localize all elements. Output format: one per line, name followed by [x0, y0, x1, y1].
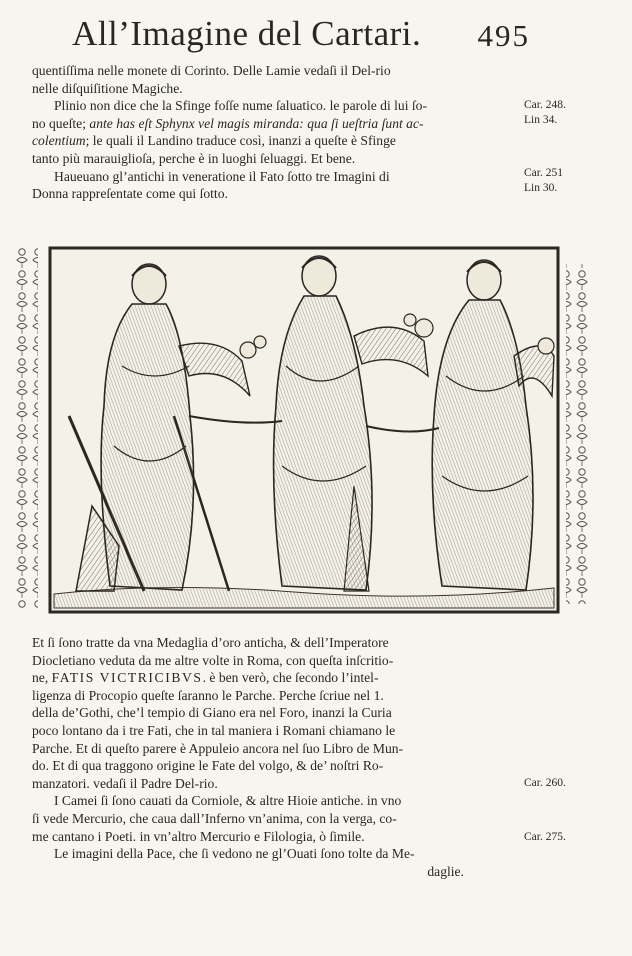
text-line — [32, 132, 504, 150]
text-line: tanto più marauiglioſa, perche è in luoghi ſeluaggi. Et bene. — [32, 150, 356, 166]
margin-note-lin: Lin 30. — [524, 182, 558, 194]
text-line: ligenza di Procopio queſte ſaranno le Parche. Perche ſcriue nel 1. — [32, 687, 384, 703]
page-number: 495 — [477, 18, 530, 53]
margin-note-car: Car. 248. — [524, 99, 566, 111]
medal-inscription: FATIS VICTRICIBVS — [51, 670, 203, 686]
text-block-bottom — [32, 634, 504, 880]
text-line: Parche. Et di queſto parere è Appuleio ancora nel ſuo Libro de Mun- — [32, 740, 404, 756]
margin-note — [524, 98, 624, 128]
text-line: nelle diſquiſitione Magiche. — [32, 80, 183, 96]
text-line: Le imagini della Pace, che ſi vedono ne gl’Ouati ſono tolte da Me- — [54, 846, 415, 862]
text-line: ſi vede Mercurio, che caua dall’Inferno vn’anima, con la verga, co- — [32, 810, 397, 826]
text-line: Donna rappreſentate come qui ſotto. — [32, 186, 228, 202]
text-line: Diocletiano veduta da me altre volte in Roma, con queſta inſcritio- — [32, 652, 394, 668]
text-line: poco lontano da i tre Fati, che in tal maniera i Romani chiamano le — [32, 722, 396, 738]
margin-note-car: Car. 251 — [524, 167, 563, 179]
text-line: Haueuano gl’antichi in veneratione il Fato ſotto tre Imagini di — [54, 168, 390, 184]
text-line: do. Et di qua traggono origine le Fate del volgo, & de’ noſtri Ro- — [32, 758, 384, 774]
margin-note-car: Car. 260. — [524, 777, 566, 789]
text-line: manzatori. vedaſi il Padre Del-rio. — [32, 775, 218, 791]
woodcut-three-fates — [14, 246, 598, 616]
text-line: quentiſſima nelle monete di Corinto. Delle Lamie vedaſi il Del-rio — [32, 63, 391, 78]
margin-note-car: Car. 275. — [524, 831, 566, 843]
text-span: no queſte; — [32, 115, 90, 131]
latin-quote: colentium — [32, 133, 86, 149]
margin-note — [524, 166, 624, 196]
text-span: ne, — [32, 670, 52, 686]
text-line: Plinio non dice che la Sfinge foſſe nume ſaluatico. le parole di lui ſo- — [54, 98, 427, 114]
running-head — [60, 12, 530, 56]
text-span: ; le quali il Landino traduce così, inanzi a queſte è Sfinge — [85, 133, 396, 149]
text-line — [32, 669, 504, 687]
text-line: Et ſi ſono tratte da vna Medaglia d’oro anticha, & dell’Imperatore — [32, 635, 389, 650]
text-line: della de’Gothi, che’l tempio di Giano era nel Foro, inanzi la Curia — [32, 705, 392, 721]
text-line — [32, 115, 504, 133]
margin-note — [524, 776, 624, 791]
margin-note — [524, 830, 624, 845]
text-span: . è ben verò, che ſecondo l’intel- — [202, 670, 379, 686]
text-line: I Camei ſi ſono cauati da Corniole, & altre Hioie antiche. in vno — [54, 793, 402, 809]
text-line: daglie. — [427, 863, 464, 879]
margin-note-lin: Lin 34. — [524, 114, 558, 126]
running-head-title: All’Imagine del Cartari. — [72, 14, 422, 53]
ornament-border-right — [566, 264, 588, 604]
woodcut-figure — [14, 246, 598, 616]
text-block-top — [32, 62, 504, 203]
text-line: me cantano i Poeti. in vn’altro Mercurio e Filologia, ò ſimile. — [32, 828, 365, 844]
latin-quote: ante has eſt Sphynx vel magis miranda: qua ſi ueſtria ſunt ac- — [89, 115, 424, 131]
ornament-border-left — [16, 246, 38, 608]
